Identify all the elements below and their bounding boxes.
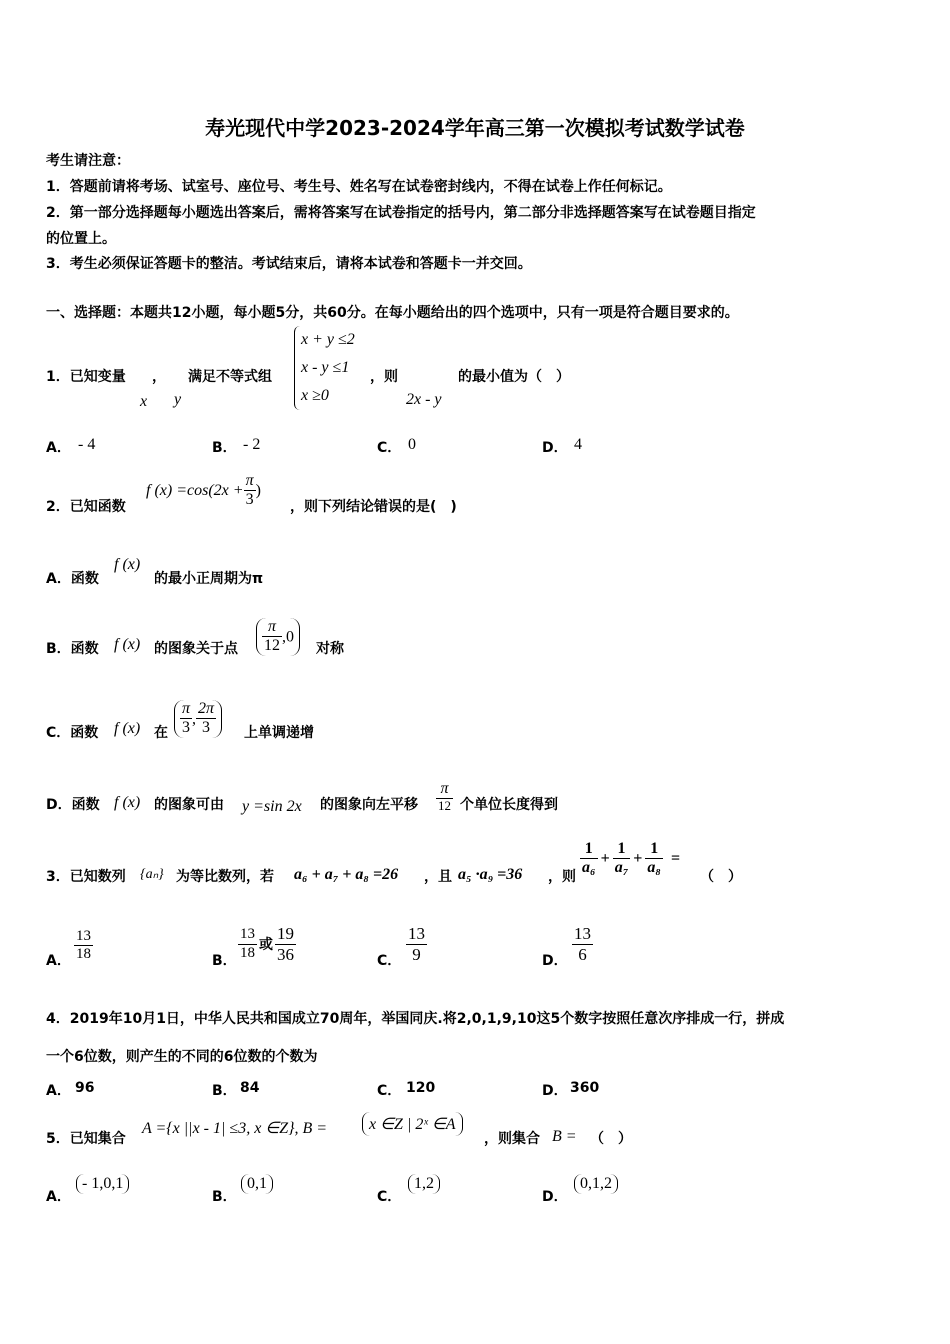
q3-stem-a: 3．已知数列 xyxy=(46,869,126,885)
q3-c-den: 9 xyxy=(412,944,421,964)
q1-option-c-label: C． xyxy=(377,440,402,456)
q2-option-c-text1: 在 xyxy=(154,725,168,741)
q2-option-d-label: D．函数 xyxy=(46,797,100,813)
q2-c-comma: , xyxy=(192,710,197,728)
q4-option-a-value: 96 xyxy=(75,1080,95,1096)
q3-plus-2: + xyxy=(633,849,643,867)
q3-equals: = xyxy=(670,849,681,867)
q3-sum-expression xyxy=(580,840,680,878)
q1-inequality-system xyxy=(294,326,355,410)
q3-b-num1: 13 xyxy=(238,926,257,944)
q1-stem-e: 的最小值为（ ） xyxy=(458,369,570,385)
notice-heading: 考生请注意： xyxy=(46,153,130,169)
q2-d-num: π xyxy=(436,780,453,799)
q1-option-a-label: A． xyxy=(46,440,71,456)
q1-ineq-1: x + y ≤2 xyxy=(301,331,355,348)
q2-option-d-text3: 个单位长度得到 xyxy=(460,797,558,813)
q2-c-num2: 2π xyxy=(196,700,216,719)
q3-stem-e: （ ） xyxy=(700,869,742,885)
q5-b-eq: B = xyxy=(552,1128,577,1145)
q5-option-a-value: - 1,0,1 xyxy=(76,1174,129,1194)
q3-seq: {aₙ} xyxy=(140,867,164,882)
q3-option-b-label: B． xyxy=(212,953,237,969)
q1-option-a-value: - 4 xyxy=(78,436,96,453)
page-title: 寿光现代中学2023-2024学年高三第一次模拟考试数学试卷 xyxy=(205,116,745,140)
q2-option-b-point xyxy=(256,618,300,656)
q2-b-den: 12 xyxy=(264,637,280,655)
q2-c-frac2 xyxy=(196,700,216,738)
q1-option-b-value: - 2 xyxy=(243,436,261,453)
q2-c-frac1 xyxy=(180,700,192,738)
q3-t3-num: 1 xyxy=(645,840,663,859)
q2-option-b-text2: 对称 xyxy=(316,641,344,657)
q2-b-frac xyxy=(262,618,282,656)
q2-b-tail: ,0 xyxy=(282,628,294,646)
q4-option-d-label: D． xyxy=(542,1083,568,1099)
notice-item-3: 3．考生必须保证答题卡的整洁。考试结束后，请将本试卷和答题卡一并交回。 xyxy=(46,256,532,272)
q5-option-b-value: 0,1 xyxy=(241,1174,273,1194)
q3-plus-1: + xyxy=(600,849,610,867)
q2-option-a-fx: f (x) xyxy=(114,556,141,573)
q2-option-a-text: 的最小正周期为π xyxy=(154,571,264,587)
q2-d-den: 12 xyxy=(438,798,451,814)
q2-func-frac xyxy=(244,472,256,510)
q2-option-c-fx: f (x) xyxy=(114,720,141,737)
q1-stem-a: 1．已知变量 xyxy=(46,369,126,385)
q1-stem-d: ，则 xyxy=(370,369,398,385)
q5-option-d-label: D． xyxy=(542,1189,568,1205)
q5-stem-b: ，则集合 xyxy=(484,1131,540,1147)
q2-func-close: ) xyxy=(255,481,261,499)
notice-item-2-cont: 的位置上。 xyxy=(46,231,116,247)
q4-option-b-value: 84 xyxy=(240,1080,260,1096)
q1-option-c-value: 0 xyxy=(408,436,416,453)
q1-option-d-value: 4 xyxy=(574,436,582,453)
q3-c-num: 13 xyxy=(408,924,425,943)
q1-var-x: x xyxy=(140,393,148,410)
q3-b-num2: 19 xyxy=(277,924,294,943)
q2-option-b-text1: 的图象关于点 xyxy=(154,641,238,657)
q3-t2-den: a₇ xyxy=(614,859,629,877)
q2-stem-b: ，则下列结论错误的是( ) xyxy=(290,499,457,515)
q5-set-b: x ∈Z | 2ˣ ∈A xyxy=(362,1112,463,1136)
q5-option-b-label: B． xyxy=(212,1189,237,1205)
q3-cond1: a₆ + a₇ + a₈ =26 xyxy=(294,866,399,883)
q2-option-d-text1: 的图象可由 xyxy=(154,797,224,813)
q4-option-a-label: A． xyxy=(46,1083,71,1099)
q2-frac-num: π xyxy=(244,472,256,491)
q2-option-c-text2: 上单调递增 xyxy=(244,725,314,741)
q1-option-d-label: D． xyxy=(542,440,568,456)
q3-t1-num: 1 xyxy=(580,840,598,859)
q3-t2-num: 1 xyxy=(613,840,631,859)
q4-option-d-value: 360 xyxy=(570,1080,600,1096)
q2-function xyxy=(146,472,261,510)
q3-term-3 xyxy=(645,840,663,878)
q4-line-1: 4．2019年10月1日，中华人民共和国成立70周年，举国同庆.将2,0,1,9,10这5个数字按照任意次序排成一行，拼成 xyxy=(46,1011,785,1027)
q2-c-den2: 3 xyxy=(202,719,211,737)
q3-option-d-label: D． xyxy=(542,953,568,969)
q3-stem-d: ，则 xyxy=(548,869,576,885)
q2-option-a-label: A．函数 xyxy=(46,571,99,587)
q3-b-den2: 36 xyxy=(277,944,294,964)
notice-item-1: 1．答题前请将考场、试室号、座位号、考生号、姓名写在试卷密封线内，不得在试卷上作任何标记。 xyxy=(46,179,672,195)
q1-var-y: y xyxy=(174,391,182,408)
q5-set-a: A ={x ||x - 1| ≤3, x ∈Z}, B = xyxy=(142,1120,328,1137)
q2-option-d-text2: 的图象向左平移 xyxy=(320,797,418,813)
q5-option-d-value: 0,1,2 xyxy=(574,1174,618,1194)
q2-b-num: π xyxy=(262,618,282,637)
q5-option-a-label: A． xyxy=(46,1189,71,1205)
q2-frac-den: 3 xyxy=(245,491,254,509)
q2-option-b-fx: f (x) xyxy=(114,636,141,653)
q1-stem-b: ， xyxy=(152,369,166,385)
q2-c-den1: 3 xyxy=(182,719,190,737)
q2-option-c-label: C．函数 xyxy=(46,725,99,741)
q5-stem-a: 5．已知集合 xyxy=(46,1131,126,1147)
q3-term-2 xyxy=(613,840,631,878)
q3-a-den: 18 xyxy=(76,946,91,963)
q2-option-d-shift xyxy=(436,780,453,814)
q3-stem-c: ，且 xyxy=(424,869,452,885)
q2-stem-a: 2．已知函数 xyxy=(46,499,126,515)
q1-expr: 2x - y xyxy=(406,391,442,408)
notice-item-2: 2．第一部分选择题每小题选出答案后，需将答案写在试卷指定的括号内，第二部分非选择题答案写在试卷题目指定 xyxy=(46,205,756,221)
q2-func-expr: f (x) =cos(2x + xyxy=(146,481,244,499)
q1-option-b-label: B． xyxy=(212,440,237,456)
q2-c-num1: π xyxy=(180,700,192,719)
q3-b-or: 或 xyxy=(259,937,273,954)
q3-d-num: 13 xyxy=(574,924,591,943)
q3-t3-den: a₈ xyxy=(647,859,661,877)
q5-option-c-label: C． xyxy=(377,1189,402,1205)
q3-term-1 xyxy=(580,840,598,878)
q1-ineq-2: x - y ≤1 xyxy=(301,359,350,376)
q2-d-frac xyxy=(436,780,453,814)
q3-option-a-value xyxy=(74,928,93,964)
q3-a-num: 13 xyxy=(74,928,93,946)
q2-option-d-fx: f (x) xyxy=(114,794,141,811)
q3-d-den: 6 xyxy=(578,944,587,964)
q3-option-d-value xyxy=(572,924,593,964)
q4-option-c-value: 120 xyxy=(406,1080,436,1096)
q2-option-b-label: B．函数 xyxy=(46,641,99,657)
q3-option-b-value xyxy=(238,924,296,964)
q3-cond2: a₅ ·a₉ =36 xyxy=(458,866,523,883)
q4-option-b-label: B． xyxy=(212,1083,237,1099)
section-heading: 一、选择题：本题共12小题，每小题5分，共60分。在每小题给出的四个选项中，只有一项是符合题目要求的。 xyxy=(46,305,739,321)
q4-option-c-label: C． xyxy=(377,1083,402,1099)
q3-option-c-label: C． xyxy=(377,953,402,969)
q5-stem-c: （ ） xyxy=(590,1131,632,1147)
q1-ineq-3: x ≥0 xyxy=(301,387,329,404)
q3-option-c-value xyxy=(406,924,427,964)
q3-b-den1: 18 xyxy=(240,944,255,961)
q1-stem-c: 满足不等式组 xyxy=(188,369,272,385)
q3-t1-den: a₆ xyxy=(582,859,596,877)
q3-option-a-label: A． xyxy=(46,953,71,969)
q2-option-c-interval xyxy=(174,700,222,738)
q4-line-2: 一个6位数，则产生的不同的6位数的个数为 xyxy=(46,1049,318,1065)
q5-option-c-value: 1,2 xyxy=(408,1174,440,1194)
q3-stem-b: 为等比数列，若 xyxy=(176,869,274,885)
q2-option-d-expr: y =sin 2x xyxy=(242,798,302,815)
